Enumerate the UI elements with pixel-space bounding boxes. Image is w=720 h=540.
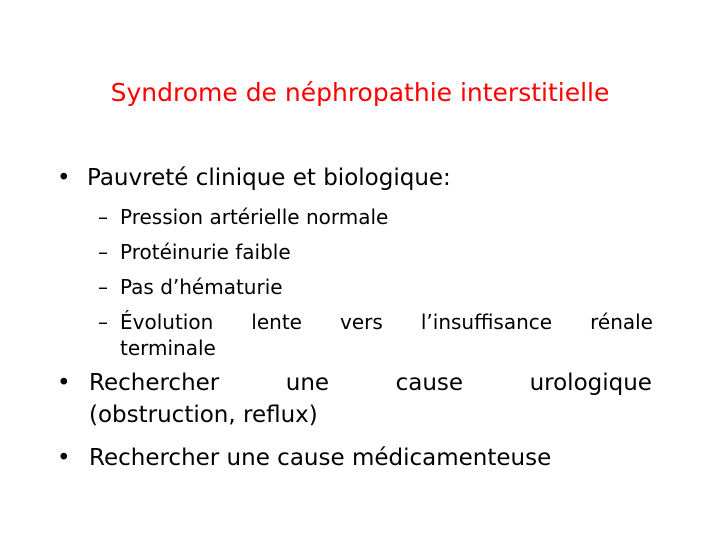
sub-item <box>98 200 653 235</box>
word: l’insuffisance <box>420 310 553 334</box>
slide-title: Syndrome de néphropathie interstitielle <box>110 78 610 107</box>
bullet-line <box>89 367 652 399</box>
sub-item-text: Pression artérielle normale <box>120 205 389 229</box>
bullet-icon: • <box>57 445 71 471</box>
dash-icon: – <box>98 205 108 229</box>
bullet-text <box>57 367 652 431</box>
sub-item-continuation: terminale <box>120 336 216 360</box>
dash-icon: – <box>98 275 108 299</box>
sub-list <box>98 200 653 362</box>
sub-item-text: Pas d’hématurie <box>120 275 283 299</box>
word: lente <box>251 310 302 334</box>
word: une <box>285 370 330 396</box>
dash-icon: – <box>98 310 108 334</box>
bullet-icon: • <box>57 370 71 396</box>
bullet-continuation: (obstruction, reflux) <box>89 402 318 428</box>
bullet-item-drug <box>57 442 657 474</box>
word: Évolution <box>120 310 214 334</box>
bullet-text: Rechercher une cause médicamenteuse <box>89 445 552 471</box>
sub-item <box>98 270 653 305</box>
bullet-item-urologic <box>57 367 652 431</box>
bullet-icon: • <box>57 165 71 191</box>
dash-icon: – <box>98 240 108 264</box>
word: vers <box>340 310 383 334</box>
bullet-item-clinical <box>57 162 657 194</box>
sub-item-evolution <box>98 305 653 362</box>
word: rénale <box>590 310 653 334</box>
sub-item-text: Protéinurie faible <box>120 240 291 264</box>
word: cause <box>395 370 464 396</box>
bullet-text: Pauvreté clinique et biologique: <box>87 165 451 191</box>
word: urologique <box>529 370 652 396</box>
word: Rechercher <box>89 370 220 396</box>
sub-item <box>98 235 653 270</box>
